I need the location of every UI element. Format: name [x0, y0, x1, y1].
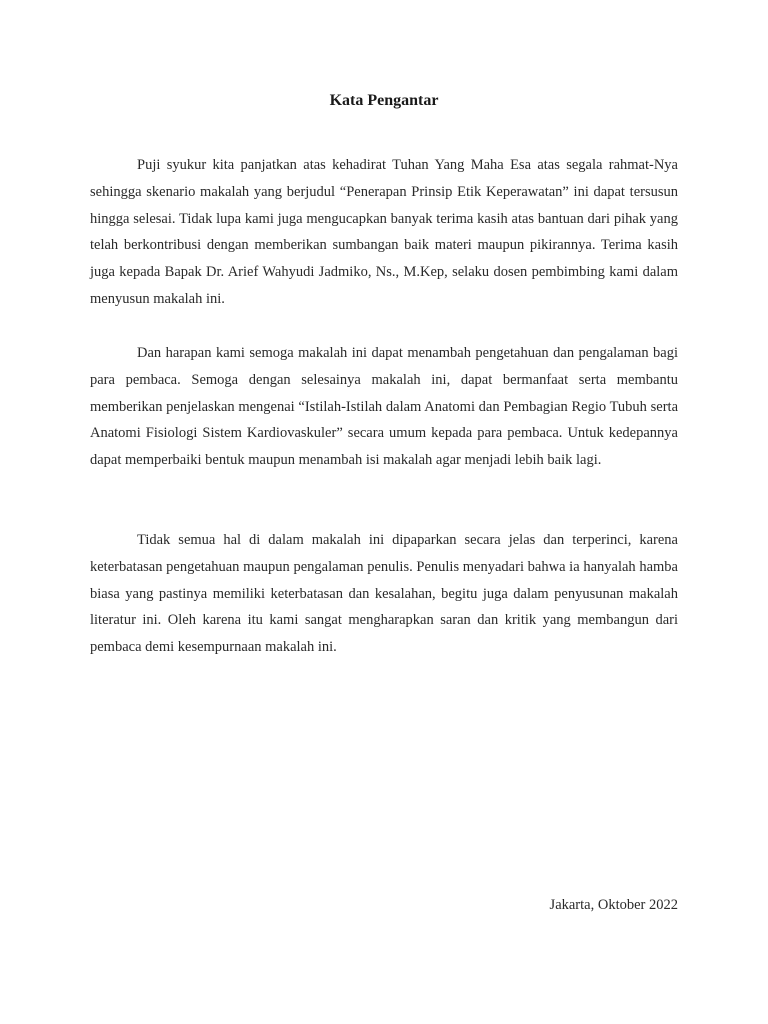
place-date-closing: Jakarta, Oktober 2022	[549, 897, 678, 913]
page-title: Kata Pengantar	[329, 92, 439, 109]
paragraph-1: Puji syukur kita panjatkan atas kehadirat Tuhan Yang Maha Esa atas segala rahmat-Nya sehingga skenario makalah yang berjudul “Penerapan Prinsip Etik Keperawatan” ini dapat tersusun hingga selesai. Tidak lupa kami juga mengucapkan banyak terima kasih atas bantuan dari pihak yang telah berkontribusi dengan memberikan sumbangan baik materi maupun pikirannya. Terima kasih juga kepada Bapak Dr. Arief Wahyudi Jadmiko, Ns., M.Kep, selaku dosen pembimbing kami dalam menyusun makalah ini.	[90, 157, 678, 307]
paragraph-2: Dan harapan kami semoga makalah ini dapat menambah pengetahuan dan pengalaman bagi para pembaca. Semoga dengan selesainya makalah ini, dapat bermanfaat serta membantu memberikan penjelaskan mengenai “Istilah-Istilah dalam Anatomi dan Pembagian Regio Tubuh serta Anatomi Fisiologi Sistem Kardiovaskuler” secara umum kepada para pembaca. Untuk kedepannya dapat memperbaiki bentuk maupun menambah isi makalah agar menjadi lebih baik lagi.	[90, 345, 678, 469]
paragraph-3: Tidak semua hal di dalam makalah ini dipaparkan secara jelas dan terperinci, karena keterbatasan pengetahuan maupun pengalaman penulis. Penulis menyadari bahwa ia hanyalah hamba biasa yang pastinya memiliki keterbatasan dan kesalahan, begitu juga dalam penyusunan makalah literatur ini. Oleh karena itu kami sangat mengharapkan saran dan kritik yang membangun dari pembaca demi kesempurnaan makalah ini.	[90, 532, 678, 656]
